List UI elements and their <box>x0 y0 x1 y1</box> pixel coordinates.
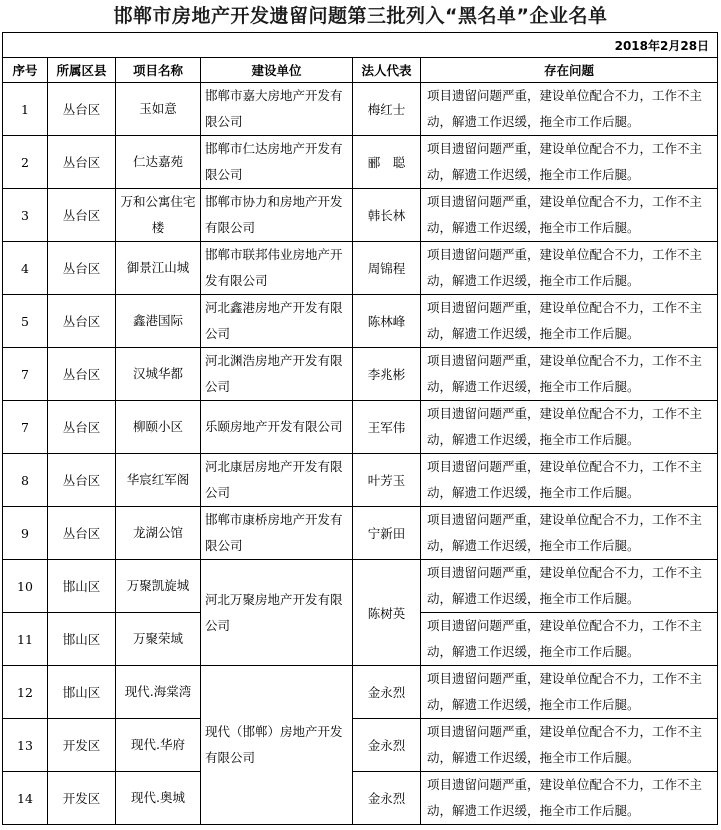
district-cell: 邯山区 <box>48 613 116 666</box>
table-row <box>3 719 718 772</box>
table-row <box>3 772 718 825</box>
district-cell: 开发区 <box>48 719 116 772</box>
district-cell: 丛台区 <box>48 348 116 401</box>
issue-cell: 项目遗留问题严重，建设单位配合不力，工作不主动，解遗工作迟缓，拖全市工作后腿。 <box>421 401 718 454</box>
legal-rep-cell: 金永烈 <box>353 666 421 719</box>
legal-rep-cell: 郦 聪 <box>353 136 421 189</box>
issue-cell: 项目遗留问题严重，建设单位配合不力，工作不主动，解遗工作迟缓，拖全市工作后腿。 <box>421 560 718 613</box>
developer-cell: 河北鑫港房地产开发有限公司 <box>201 295 353 348</box>
project-cell: 汉城华都 <box>116 348 201 401</box>
legal-rep-cell: 王军伟 <box>353 401 421 454</box>
project-cell: 华宸红军阁 <box>116 454 201 507</box>
table-row <box>3 83 718 136</box>
project-cell: 万和公寓住宅楼 <box>116 189 201 242</box>
table-header-row <box>3 58 718 83</box>
legal-rep-cell: 李兆彬 <box>353 348 421 401</box>
project-cell: 龙湖公馆 <box>116 507 201 560</box>
table-row <box>3 136 718 189</box>
district-cell: 开发区 <box>48 772 116 825</box>
header-developer: 建设单位 <box>201 58 353 83</box>
developer-cell: 河北康居房地产开发有限公司 <box>201 454 353 507</box>
district-cell: 丛台区 <box>48 136 116 189</box>
header-district: 所属区县 <box>48 58 116 83</box>
project-cell: 御景江山城 <box>116 242 201 295</box>
header-seq: 序号 <box>3 58 48 83</box>
issue-cell: 项目遗留问题严重，建设单位配合不力，工作不主动，解遗工作迟缓，拖全市工作后腿。 <box>421 772 718 825</box>
legal-rep-cell: 金永烈 <box>353 719 421 772</box>
district-cell: 丛台区 <box>48 401 116 454</box>
developer-cell: 河北渊浩房地产开发有限公司 <box>201 348 353 401</box>
developer-cell-merged-wanju: 河北万聚房地产开发有限公司 <box>201 560 353 666</box>
seq-cell: 11 <box>3 613 48 666</box>
legal-rep-cell: 韩长林 <box>353 189 421 242</box>
seq-cell: 14 <box>3 772 48 825</box>
issue-cell: 项目遗留问题严重，建设单位配合不力，工作不主动，解遗工作迟缓，拖全市工作后腿。 <box>421 613 718 666</box>
table-row <box>3 666 718 719</box>
developer-cell-merged-xiandai: 现代（邯郸）房地产开发有限公司 <box>201 666 353 825</box>
district-cell: 丛台区 <box>48 454 116 507</box>
table-row <box>3 295 718 348</box>
developer-cell: 邯郸市嘉大房地产开发有限公司 <box>201 83 353 136</box>
blacklist-table <box>2 32 718 825</box>
district-cell: 丛台区 <box>48 507 116 560</box>
developer-cell: 邯郸市联邦伟业房地产开发有限公司 <box>201 242 353 295</box>
seq-cell: 2 <box>3 136 48 189</box>
developer-cell: 乐颐房地产开发有限公司 <box>201 401 353 454</box>
issue-cell: 项目遗留问题严重，建设单位配合不力，工作不主动，解遗工作迟缓，拖全市工作后腿。 <box>421 295 718 348</box>
table-row <box>3 242 718 295</box>
developer-cell: 邯郸市仁达房地产开发有限公司 <box>201 136 353 189</box>
header-legal-rep: 法人代表 <box>353 58 421 83</box>
legal-rep-cell: 叶芳玉 <box>353 454 421 507</box>
seq-cell: 5 <box>3 295 48 348</box>
developer-cell: 邯郸市康桥房地产开发有限公司 <box>201 507 353 560</box>
issue-cell: 项目遗留问题严重，建设单位配合不力，工作不主动，解遗工作迟缓，拖全市工作后腿。 <box>421 242 718 295</box>
district-cell: 丛台区 <box>48 242 116 295</box>
project-cell: 玉如意 <box>116 83 201 136</box>
legal-rep-cell: 陈林峰 <box>353 295 421 348</box>
seq-cell: 7 <box>3 401 48 454</box>
issue-cell: 项目遗留问题严重，建设单位配合不力，工作不主动，解遗工作迟缓，拖全市工作后腿。 <box>421 719 718 772</box>
table-row <box>3 560 718 613</box>
district-cell: 丛台区 <box>48 295 116 348</box>
seq-cell: 7 <box>3 348 48 401</box>
project-cell: 鑫港国际 <box>116 295 201 348</box>
project-cell: 万聚荣域 <box>116 613 201 666</box>
seq-cell: 13 <box>3 719 48 772</box>
seq-cell: 8 <box>3 454 48 507</box>
document-title: 邯郸市房地产开发遗留问题第三批列入“黑名单”企业名单 <box>113 5 608 27</box>
project-cell: 现代.奥城 <box>116 772 201 825</box>
issue-cell: 项目遗留问题严重，建设单位配合不力，工作不主动，解遗工作迟缓，拖全市工作后腿。 <box>421 136 718 189</box>
table-row <box>3 401 718 454</box>
project-cell: 仁达嘉苑 <box>116 136 201 189</box>
issue-cell: 项目遗留问题严重，建设单位配合不力，工作不主动，解遗工作迟缓，拖全市工作后腿。 <box>421 507 718 560</box>
table-row <box>3 507 718 560</box>
project-cell: 现代.海棠湾 <box>116 666 201 719</box>
legal-rep-cell: 梅红士 <box>353 83 421 136</box>
district-cell: 丛台区 <box>48 83 116 136</box>
project-cell: 现代.华府 <box>116 719 201 772</box>
seq-cell: 9 <box>3 507 48 560</box>
header-issue: 存在问题 <box>421 58 718 83</box>
table-row <box>3 348 718 401</box>
legal-rep-cell-merged-wanju: 陈树英 <box>353 560 421 666</box>
issue-cell: 项目遗留问题严重，建设单位配合不力，工作不主动，解遗工作迟缓，拖全市工作后腿。 <box>421 189 718 242</box>
date-cell: 2018年2月28日 <box>3 33 718 58</box>
issue-cell: 项目遗留问题严重，建设单位配合不力，工作不主动，解遗工作迟缓，拖全市工作后腿。 <box>421 666 718 719</box>
seq-cell: 10 <box>3 560 48 613</box>
seq-cell: 12 <box>3 666 48 719</box>
table-row <box>3 454 718 507</box>
legal-rep-cell: 金永烈 <box>353 772 421 825</box>
table-row <box>3 189 718 242</box>
legal-rep-cell: 宁新田 <box>353 507 421 560</box>
district-cell: 邯山区 <box>48 560 116 613</box>
district-cell: 丛台区 <box>48 189 116 242</box>
header-project: 项目名称 <box>116 58 201 83</box>
project-cell: 柳颐小区 <box>116 401 201 454</box>
project-cell: 万聚凯旋城 <box>116 560 201 613</box>
seq-cell: 4 <box>3 242 48 295</box>
developer-cell: 邯郸市协力和房地产开发有限公司 <box>201 189 353 242</box>
legal-rep-cell: 周锦程 <box>353 242 421 295</box>
issue-cell: 项目遗留问题严重，建设单位配合不力，工作不主动，解遗工作迟缓，拖全市工作后腿。 <box>421 348 718 401</box>
issue-cell: 项目遗留问题严重，建设单位配合不力，工作不主动，解遗工作迟缓，拖全市工作后腿。 <box>421 454 718 507</box>
seq-cell: 1 <box>3 83 48 136</box>
seq-cell: 3 <box>3 189 48 242</box>
issue-cell: 项目遗留问题严重，建设单位配合不力，工作不主动，解遗工作迟缓，拖全市工作后腿。 <box>421 83 718 136</box>
district-cell: 邯山区 <box>48 666 116 719</box>
